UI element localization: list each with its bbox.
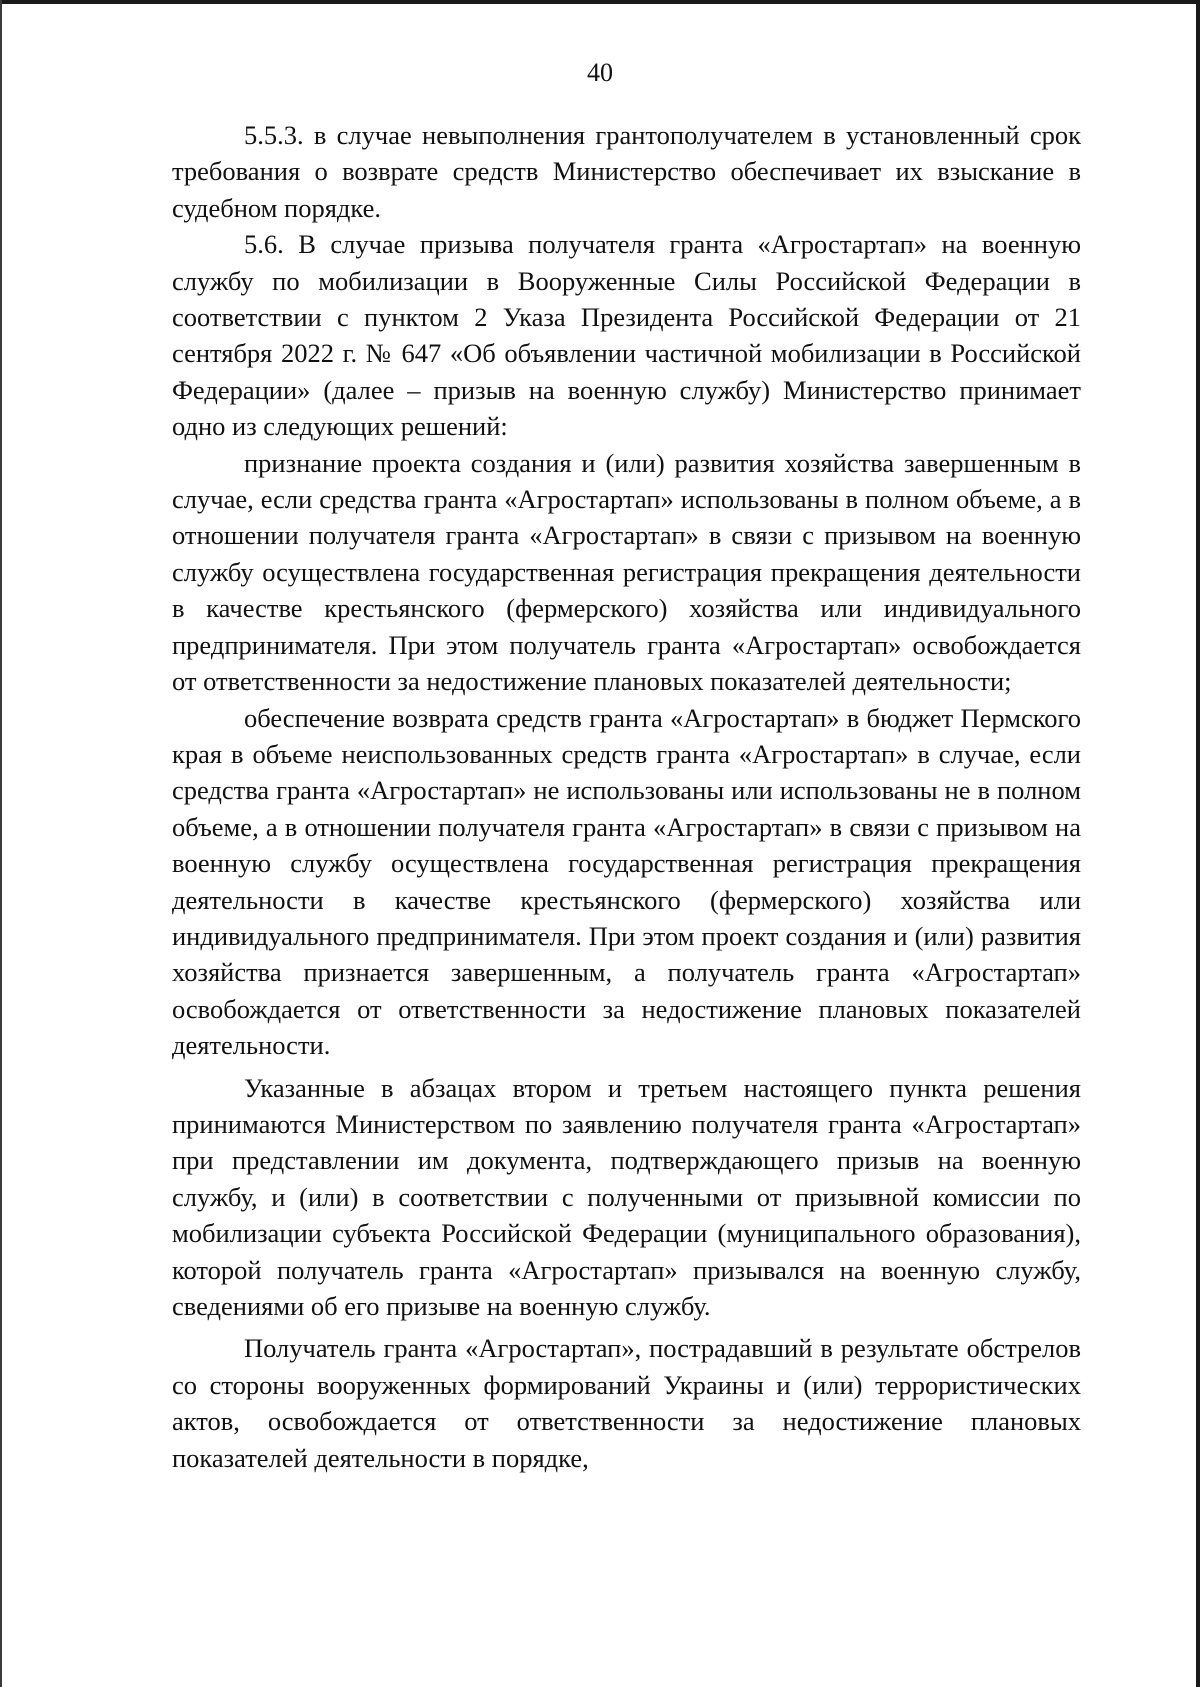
paragraph-decision-procedure: Указанные в абзацах втором и третьем настоящего пункта решения принимаются Министерством по заявлению получателя гранта «Агростартап» при представлении им документа, подтверждающего призыв на военную службу, и (или) в соответствии с полученными от призывной комиссии по мобилизации субъекта Российской Федерации (муниципального образования), которой получатель гранта «Агростартап» призывался на военную службу, сведениями об его призыве на военную службу. bbox=[172, 1072, 1081, 1321]
paragraph-decision-completion: признание проекта создания и (или) развития хозяйства завершенным в случае, если средства гранта «Агростартап» использованы в полном объеме, а в отношении получателя гранта «Агростартап» в связи с призывом на военную службу осуществлена государственная регистрация прекращения деятельности в качестве крестьянского (фермерского) хозяйства или индивидуального предпринимателя. При этом получатель гранта «Агростартап» освобождается от ответственности за недостижение плановых показателей деятельности; bbox=[172, 447, 1081, 697]
paragraph-5-6: 5.6. В случае призыва получателя гранта «Агростартап» на военную службу по мобилизации в Вооруженные Силы Российской Федерации в соответствии с пунктом 2 Указа Президента Российской Федерации от 21 сентября 2022 г. № 647 «Об объявлении частичной мобилизации в Российской Федерации» (далее – призыв на военную службу) Министерство принимает одно из следующих решений: bbox=[172, 229, 1081, 442]
scan-edge-right bbox=[1196, 0, 1200, 1687]
scan-edge-top bbox=[0, 0, 1200, 4]
document-body bbox=[172, 117, 1081, 1476]
paragraph-5-5-3: 5.5.3. в случае невыполнения грантополучателем в установленный срок требования о возврате средств Министерство обеспечивает их взыскание в судебном порядке. bbox=[172, 120, 1081, 223]
paragraph-decision-return: обеспечение возврата средств гранта «Агростартап» в бюджет Пермского края в объеме неиспользованных средств гранта «Агростартап» в случае, если средства гранта «Агростартап» не использованы или использованы не в полном объеме, а в отношении получателя гранта «Агростартап» в связи с призывом на военную службу осуществлена государственная регистрация прекращения деятельности в качестве крестьянского (фермерского) хозяйства или индивидуального предпринимателя. При этом проект создания и (или) развития хозяйства признается завершенным, а получатель гранта «Агростартап» освобождается от ответственности за недостижение плановых показателей деятельности. bbox=[172, 702, 1081, 1061]
paragraph-shelling-victims: Получатель гранта «Агростартап», пострадавший в результате обстрелов со стороны вооруженных формирований Украины и (или) террористических актов, освобождается от ответственности за недостижение плановых показателей деятельности в порядке, bbox=[172, 1333, 1081, 1473]
scan-edge-left bbox=[0, 0, 2, 1687]
page-number: 40 bbox=[587, 58, 613, 87]
